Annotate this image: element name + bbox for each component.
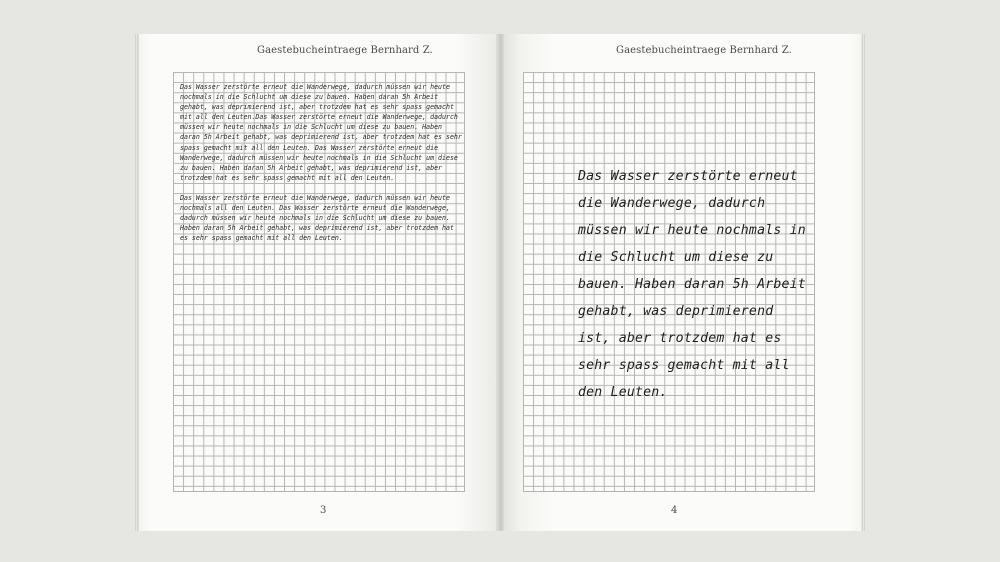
- left-paragraph-2: Das Wasser zerstörte erneut die Wanderwege, dadurch müssen wir heute nochmals all den Leuten. Das Wasser zerstörte erneut die Wanderwege, dadurch müssen wir heute nochmals in die Schlucht um diese zu bauen. Haben daran 5h Arbeit gehabt, was deprimierend ist, aber trotzdem hat es sehr spass gemacht mit all den Leuten.: [180, 194, 454, 243]
- page-edge: [864, 34, 865, 531]
- open-book: [139, 34, 861, 531]
- page-edge: [135, 34, 136, 531]
- left-page-number: 3: [320, 505, 327, 516]
- left-page-header: Gaestebucheintraege Bernhard Z.: [257, 45, 433, 56]
- page-edge: [137, 34, 138, 531]
- left-handwritten-text: [180, 82, 464, 254]
- right-page-header: Gaestebucheintraege Bernhard Z.: [616, 45, 792, 56]
- right-graph-paper: [523, 72, 815, 492]
- left-page: [139, 34, 500, 531]
- page-edge: [862, 34, 863, 531]
- right-page: [500, 34, 861, 531]
- book-gutter: [496, 34, 504, 531]
- right-page-number: 4: [671, 505, 678, 516]
- left-paragraph-1: Das Wasser zerstörte erneut die Wanderwege, dadurch müssen wir heute nochmals in die Schlucht um diese zu bauen. Haben daran 5h Arbeit gehabt, was deprimierend ist, aber trotzdem hat es sehr spass gemacht mit all den Leuten.Das Wasser zerstörte erneut die Wanderwege, dadurch müssen wir heute nochmals in die Schlucht um diese zu bauen. Haben daran 5h Arbeit gehabt, was deprimierend ist, aber trotzdem hat es sehr spass gemacht mit all den Leuten. Das Wasser zerstörte erneut die Wanderwege, dadurch müssen wir heute nochmals in die Schlucht um diese zu bauen. Haben daran 5h Arbeit gehabt, was deprimierend ist, aber trotzdem hat es sehr spass gemacht mit all den Leuten.: [180, 83, 462, 182]
- left-graph-paper: [173, 72, 465, 492]
- right-handwritten-text: Das Wasser zerstörte erneut die Wanderwege, dadurch müssen wir heute nochmals in die Schlucht um diese zu bauen. Haben daran 5h Arbeit gehabt, was deprimierend ist, aber trotzdem hat es sehr spass gemacht mit all den Leuten.: [578, 169, 806, 400]
